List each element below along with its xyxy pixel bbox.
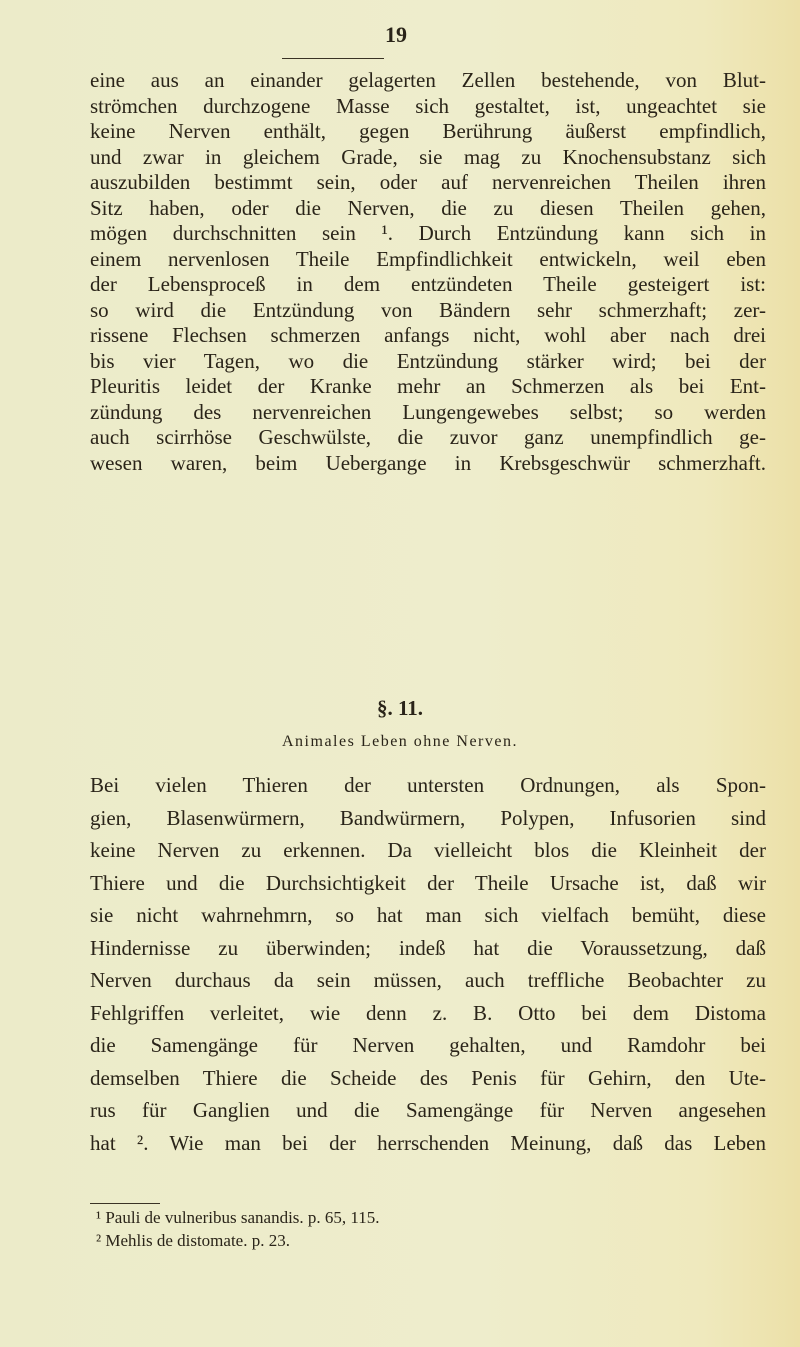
text-line: wesen waren, beim Uebergange in Krebsgeschwür schmerzhaft. xyxy=(90,450,766,475)
text-line: auszubilden bestimmt sein, oder auf nervenreichen Theilen ihren xyxy=(90,170,766,194)
text-line: und zwar in gleichem Grade, sie mag zu Knochensubstanz sich xyxy=(90,144,766,169)
text-line: Pleuritis leidet der Kranke mehr an Schmerzen als bei Ent- xyxy=(90,374,766,398)
text-line: sie nicht wahrnehmrn, so hat man sich vielfach bemüht, diese xyxy=(90,903,766,927)
text-line: Thiere und die Durchsichtigkeit der Theile Ursache ist, daß wir xyxy=(90,870,766,895)
text-line: zündung des nervenreichen Lungengewebes selbst; so werden xyxy=(90,399,766,424)
text-line: keine Nerven zu erkennen. Da vielleicht blos die Kleinheit der xyxy=(90,838,766,862)
text-line: strömchen durchzogene Masse sich gestaltet, ist, ungeachtet sie xyxy=(90,93,766,118)
text-line: demselben Thiere die Scheide des Penis für Gehirn, den Ute- xyxy=(90,1065,766,1090)
footnote-1: ¹ Pauli de vulneribus sanandis. p. 65, 115. xyxy=(96,1208,380,1227)
text-line: Nerven durchaus da sein müssen, auch treffliche Beobachter zu xyxy=(90,968,766,992)
text-line: Bei vielen Thieren der untersten Ordnungen, als Spon- xyxy=(90,773,766,797)
text-line: mögen durchschnitten sein ¹. Durch Entzündung kann sich in xyxy=(90,221,766,245)
page-number: 19 xyxy=(385,22,407,47)
text-line: einem nervenlosen Theile Empfindlichkeit entwickeln, weil eben xyxy=(90,246,766,271)
text-line: der Lebensproceß in dem entzündeten Theile gesteigert ist: xyxy=(90,272,766,296)
text-line: Sitz haben, oder die Nerven, die zu diesen Theilen gehen, xyxy=(90,195,766,220)
section-heading: Animales Leben ohne Nerven. xyxy=(282,733,518,750)
footnote-rule xyxy=(90,1203,160,1204)
text-line: bis vier Tagen, wo die Entzündung stärker wird; bei der xyxy=(90,348,766,373)
text-line: Fehlgriffen verleitet, wie denn z. B. Otto bei dem Distoma xyxy=(90,1000,766,1025)
section-number: §. 11. xyxy=(376,696,424,720)
text-line: Hindernisse zu überwinden; indeß hat die Voraussetzung, daß xyxy=(90,935,766,960)
text-line: keine Nerven enthält, gegen Berührung äußerst empfindlich, xyxy=(90,119,766,143)
text-line: auch scirrhöse Geschwülste, die zuvor ganz unempfindlich ge- xyxy=(90,425,766,449)
footnote-2: ² Mehlis de distomate. p. 23. xyxy=(96,1231,290,1250)
header-rule xyxy=(282,58,384,59)
text-line: gien, Blasenwürmern, Bandwürmern, Polypen, Infusorien sind xyxy=(90,805,766,830)
text-line: eine aus an einander gelagerten Zellen bestehende, von Blut- xyxy=(90,68,766,92)
text-line: rissene Flechsen schmerzen anfangs nicht, wohl aber nach drei xyxy=(90,323,766,347)
text-line: so wird die Entzündung von Bändern sehr schmerzhaft; zer- xyxy=(90,297,766,322)
text-line: die Samengänge für Nerven gehalten, und Ramdohr bei xyxy=(90,1033,766,1057)
text-line: rus für Ganglien und die Samengänge für Nerven angesehen xyxy=(90,1098,766,1122)
text-line: hat ². Wie man bei der herrschenden Meinung, daß das Leben xyxy=(90,1130,766,1155)
